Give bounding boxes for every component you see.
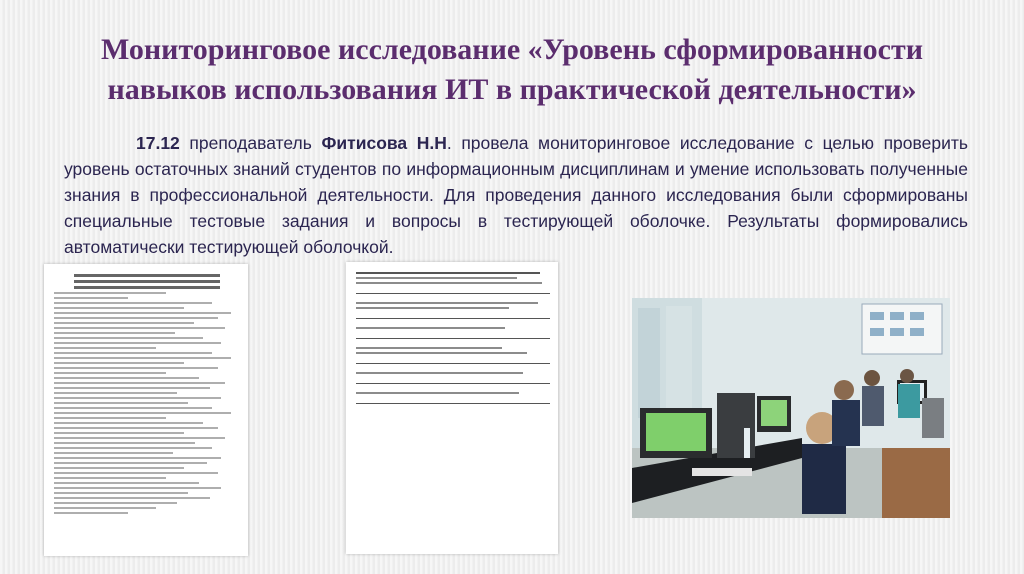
text-line [54,442,195,444]
text-line [54,507,156,509]
classroom-illustration [632,298,950,518]
question-line [356,372,523,374]
title-line-2: навыков использования ИТ в практической деятельности» [107,73,917,106]
question-line [356,392,519,394]
text-part-1: преподаватель [179,133,322,153]
date-text: 17.12 [136,133,180,153]
answer-line [356,338,550,339]
text-line [54,317,218,319]
question-line [356,327,505,329]
text-line [54,327,225,329]
text-line [54,302,212,304]
text-line [54,457,221,459]
text-line [54,342,221,344]
text-line [54,462,207,464]
text-line [54,312,231,314]
text-line [54,387,210,389]
text-line [54,452,173,454]
teacher-name: Фитисова Н.Н [321,133,447,153]
slide-title [30,30,994,110]
answer-line [356,363,550,364]
text-line [54,477,166,479]
text-line [54,377,199,379]
question-line [356,282,542,284]
survey-text-lines [356,272,550,412]
survey-document-image [346,262,558,554]
answer-line [356,293,550,294]
text-line [54,422,203,424]
text-line [54,447,212,449]
answer-line [356,403,550,404]
description-paragraph [64,130,968,260]
document-text-lines [54,274,240,517]
question-line [356,352,527,354]
text-line [54,397,221,399]
text-line [54,472,218,474]
text-line [54,382,225,384]
text-line [54,417,166,419]
test-document-image [44,264,248,556]
text-line [54,487,221,489]
text-line [54,432,184,434]
text-line [54,297,128,299]
text-line [54,407,212,409]
text-line [74,280,220,283]
text-line [54,367,218,369]
text-line [54,307,184,309]
text-line [54,337,203,339]
text-line [54,437,225,439]
question-line [356,277,517,279]
answer-line [356,318,550,319]
question-line [356,307,509,309]
text-line [54,362,184,364]
title-line-1: Мониторинговое исследование «Уровень сформированности [100,33,924,66]
text-line [54,412,231,414]
text-line [54,512,128,514]
question-line [356,302,538,304]
text-line [54,502,177,504]
text-line [74,274,220,277]
text-line [54,427,218,429]
text-line [54,497,210,499]
text-line [74,286,220,289]
text-part-2: . провела мониторинговое исследование с целью проверить уровень остаточных знаний студентов по информационным дисциплинам и умение использовать полученные знания в профессиональной деятельности. Для проведения данного исследования были сформированы специальные тестовые задания и вопросы в тестирующей оболочке. Результаты формировались автоматически тестирующей оболочкой. [64,133,968,257]
answer-line [356,383,550,384]
text-line [54,352,212,354]
text-line [54,482,199,484]
text-line [54,392,177,394]
text-line [54,492,188,494]
text-line [54,347,156,349]
text-line [54,372,166,374]
text-line [54,332,175,334]
text-line [54,357,231,359]
classroom-photo [632,298,950,518]
text-line [54,402,188,404]
heading-line [356,272,540,274]
text-line [54,322,194,324]
question-line [356,347,502,349]
text-line [54,292,166,294]
text-line [54,467,184,469]
